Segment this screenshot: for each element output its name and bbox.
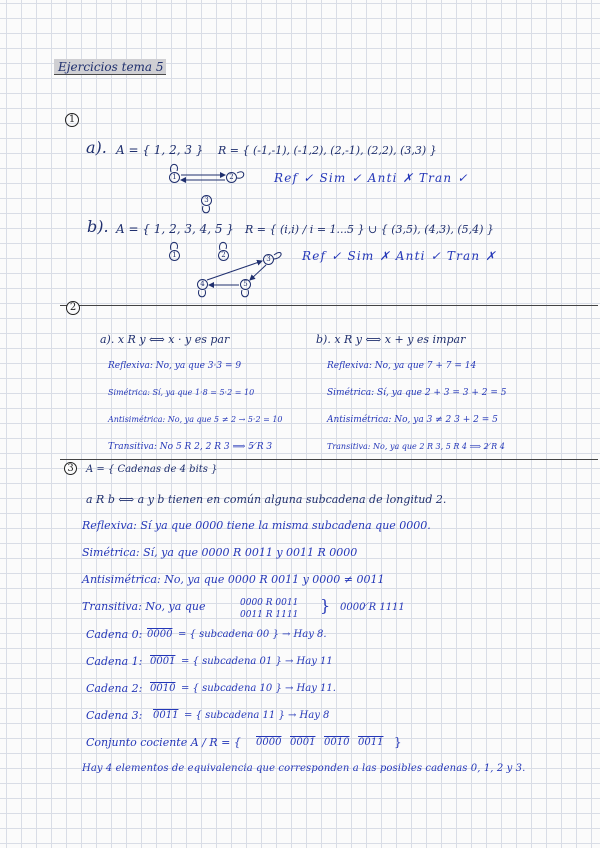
clase-0-rep: 0000 <box>147 629 173 640</box>
ex3-conclusion: Hay 4 elementos de equivalencia que corresponden a las posibles cadenas 0, 1, 2 y 3. <box>82 763 526 774</box>
ex1a-relation: R = { (-1,-1), (-1,2), (2,-1), (2,2), (3,3) } <box>218 144 437 157</box>
exercise-1-number: 1 <box>65 113 79 127</box>
ex1b-node-1: 1 <box>169 250 180 261</box>
ex1b-node-4: 4 <box>197 279 208 290</box>
ex2a-reflexiva: Reflexiva: No, ya que 3·3 = 9 <box>108 361 242 371</box>
ex3-definition: a R b ⟺ a y b tienen en común alguna subcadena de longitud 2. <box>86 493 447 506</box>
page-title: Ejercicios tema 5 <box>58 60 164 74</box>
clase-3-rep: 0011 <box>153 710 179 721</box>
ex1b-label: b). <box>87 217 109 236</box>
separator-2 <box>60 459 598 460</box>
cociente-label: Conjunto cociente A / R = { <box>86 736 241 749</box>
ex1b-set: A = { 1, 2, 3, 4, 5 } <box>116 222 234 236</box>
ex2b-transitiva: Transitiva: No, ya que 2 R 3, 5 R 4 ⟹ 2 ̸R 4 <box>327 442 505 451</box>
cociente-item-1: 0000 <box>256 737 282 748</box>
ex2a-antisimetrica: Antisimétrica: No, ya que 5 ≠ 2 → 5·2 = 10 <box>108 415 283 424</box>
ex3-reflexiva: Reflexiva: Sí ya que 0000 tiene la misma subcadena que 0000. <box>82 519 431 532</box>
ex1a-label: a). <box>86 138 107 157</box>
ex1b-node-5: 5 <box>240 279 251 290</box>
clase-1-desc: = { subcadena 01 } → Hay 11 <box>181 656 333 667</box>
ex2a-transitiva: Transitiva: No 5 R 2, 2 R 3 ⟹ 5 ̸R 3 <box>108 442 273 452</box>
ex3-antisimetrica: Antisimétrica: No, ya que 0000 R 0011 y 0000 ≠ 0011 <box>82 573 385 586</box>
ex2a-header: a). x R y ⟺ x · y es par <box>100 333 230 346</box>
ex2b-header: b). x R y ⟺ x + y es impar <box>316 333 466 346</box>
ex2b-simetrica: Simétrica: Sí, ya que 2 + 3 = 3 + 2 = 5 <box>327 388 507 398</box>
cociente-item-3: 0010 <box>324 737 350 748</box>
ex3-transitiva-brace: } <box>320 596 331 615</box>
cociente-close: } <box>394 735 402 749</box>
ex1a-node-1: 1 <box>169 172 180 183</box>
clase-2-desc: = { subcadena 10 } → Hay 11. <box>181 683 336 694</box>
clase-0-label: Cadena 0: <box>86 628 143 641</box>
clase-2-rep: 0010 <box>150 683 176 694</box>
exercise-3-number: 3 <box>64 462 77 475</box>
ex3-simetrica: Simétrica: Sí, ya que 0000 R 0011 y 0011 R 0000 <box>82 546 358 559</box>
ex2a-simetrica: Simétrica: Sí, ya que 1·8 = 5·2 = 10 <box>108 388 255 397</box>
exercise-2-number: 2 <box>66 301 80 315</box>
ex1a-properties: Ref ✓ Sim ✓ Anti ✗ Tran ✓ <box>274 171 469 185</box>
ex2b-antisimetrica: Antisimétrica: No, ya 3 ≠ 2 3 + 2 = 5 <box>327 415 498 425</box>
clase-1-label: Cadena 1: <box>86 655 143 668</box>
separator-1 <box>60 305 598 306</box>
ex3-transitiva-conclusion: 0000 ̸R 1111 <box>340 602 405 613</box>
ex1a-node-2: 2 <box>226 172 237 183</box>
ex1b-properties: Ref ✓ Sim ✗ Anti ✓ Tran ✗ <box>302 249 497 263</box>
clase-0-desc: = { subcadena 00 } → Hay 8. <box>178 629 327 640</box>
ex3-transitiva-label: Transitiva: No, ya que <box>82 600 206 613</box>
ex3-set: A = { Cadenas de 4 bits } <box>86 464 218 475</box>
ex2b-reflexiva: Reflexiva: No, ya que 7 + 7 = 14 <box>327 361 477 371</box>
ex1a-set: A = { 1, 2, 3 } <box>116 143 204 157</box>
ex1b-relation: R = { (i,i) / i = 1...5 } ∪ { (3,5), (4,3), (5,4) } <box>245 223 494 236</box>
ex3-transitiva-pair-2: 0011 R 1111 <box>240 610 299 620</box>
cociente-item-4: 0011 <box>358 737 384 748</box>
clase-2-label: Cadena 2: <box>86 682 143 695</box>
ex3-transitiva-pair-1: 0000 R 0011 <box>240 598 299 608</box>
ex1b-node-2: 2 <box>218 250 229 261</box>
cociente-item-2: 0001 <box>290 737 316 748</box>
clase-1-rep: 0001 <box>150 656 176 667</box>
clase-3-desc: = { subcadena 11 } → Hay 8 <box>184 710 330 721</box>
ex1b-node-3: 3 <box>263 254 274 265</box>
clase-3-label: Cadena 3: <box>86 709 143 722</box>
ex1a-node-3: 3 <box>201 195 212 206</box>
